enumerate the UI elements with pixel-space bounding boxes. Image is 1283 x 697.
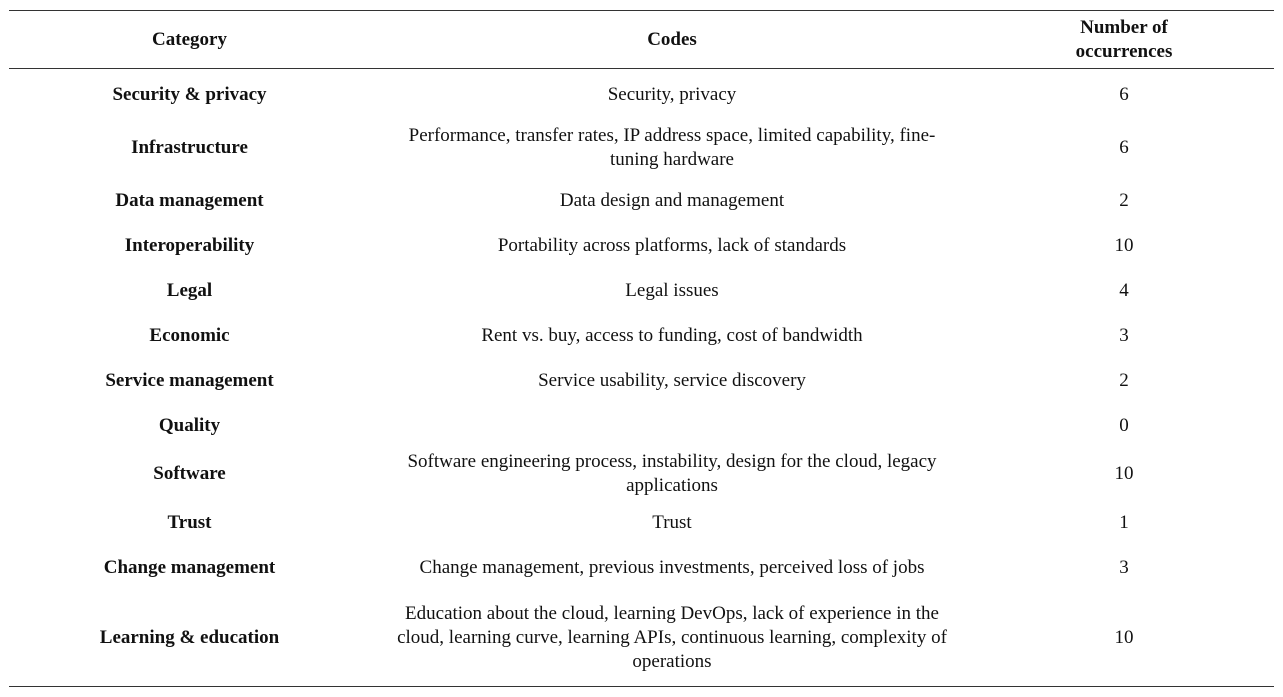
row-category: Legal	[166, 279, 213, 301]
row-category: Software	[153, 463, 226, 484]
challenges-table	[9, 10, 1274, 687]
row-category: Data management	[115, 189, 264, 211]
row-count: 6	[1119, 137, 1129, 158]
table-body	[9, 69, 1274, 687]
row-count: 2	[1119, 369, 1129, 391]
row-codes	[370, 590, 974, 687]
challenges-table-container	[9, 10, 1274, 687]
row-codes: Trust	[652, 511, 692, 533]
row-codes-text: Performance, transfer rates, IP address space, limited capability, fine-tuning hardware	[408, 125, 936, 170]
table-row	[9, 313, 1274, 358]
row-codes-text: Education about the cloud, learning DevOps, lack of experience in the cloud, learning curve, learning APIs, continuous learning, complexity of operations	[397, 603, 947, 672]
row-category: Learning & education	[99, 627, 280, 648]
row-count: 3	[1119, 556, 1129, 578]
row-category: Interoperability	[124, 234, 255, 256]
table-row	[9, 358, 1274, 403]
table-row	[9, 268, 1274, 313]
row-count: 4	[1119, 279, 1129, 301]
header-row	[9, 11, 1274, 69]
table-row	[9, 590, 1274, 687]
row-category: Security & privacy	[112, 83, 267, 105]
row-codes: Rent vs. buy, access to funding, cost of bandwidth	[481, 324, 863, 346]
table-row	[9, 118, 1274, 178]
table-row	[9, 69, 1274, 119]
row-count: 10	[1114, 234, 1134, 256]
row-count: 10	[1114, 463, 1134, 484]
row-category: Trust	[167, 511, 212, 533]
header-occurrences	[974, 11, 1274, 69]
header-occurrences-text: Number of occurrences	[1075, 16, 1173, 62]
row-category: Service management	[105, 369, 274, 391]
row-count: 2	[1119, 189, 1129, 211]
row-codes: Service usability, service discovery	[538, 369, 806, 391]
row-codes	[370, 118, 974, 178]
row-codes: Legal issues	[625, 279, 719, 301]
table-row	[9, 448, 1274, 500]
row-category: Infrastructure	[131, 137, 248, 158]
header-codes: Codes	[647, 28, 697, 50]
row-codes: Data design and management	[559, 189, 785, 211]
row-codes: Portability across platforms, lack of standards	[497, 234, 847, 256]
row-category: Economic	[149, 324, 230, 346]
table-row	[9, 500, 1274, 545]
header-category: Category	[152, 28, 227, 50]
row-category: Quality	[158, 414, 221, 436]
row-count: 1	[1119, 511, 1129, 533]
row-count: 0	[1119, 414, 1129, 436]
row-count: 3	[1119, 324, 1129, 346]
table-row	[9, 545, 1274, 590]
row-codes	[370, 448, 974, 500]
row-codes: Change management, previous investments, perceived loss of jobs	[419, 556, 925, 578]
table-header	[9, 11, 1274, 69]
table-row	[9, 178, 1274, 223]
table-row	[9, 223, 1274, 268]
table-row	[9, 403, 1274, 448]
row-codes-text: Software engineering process, instability, design for the cloud, legacy applications	[407, 451, 937, 496]
row-count: 10	[1114, 627, 1134, 648]
row-codes	[370, 403, 974, 448]
row-category: Change management	[103, 556, 276, 578]
row-count: 6	[1119, 83, 1129, 105]
row-codes: Security, privacy	[607, 83, 737, 105]
